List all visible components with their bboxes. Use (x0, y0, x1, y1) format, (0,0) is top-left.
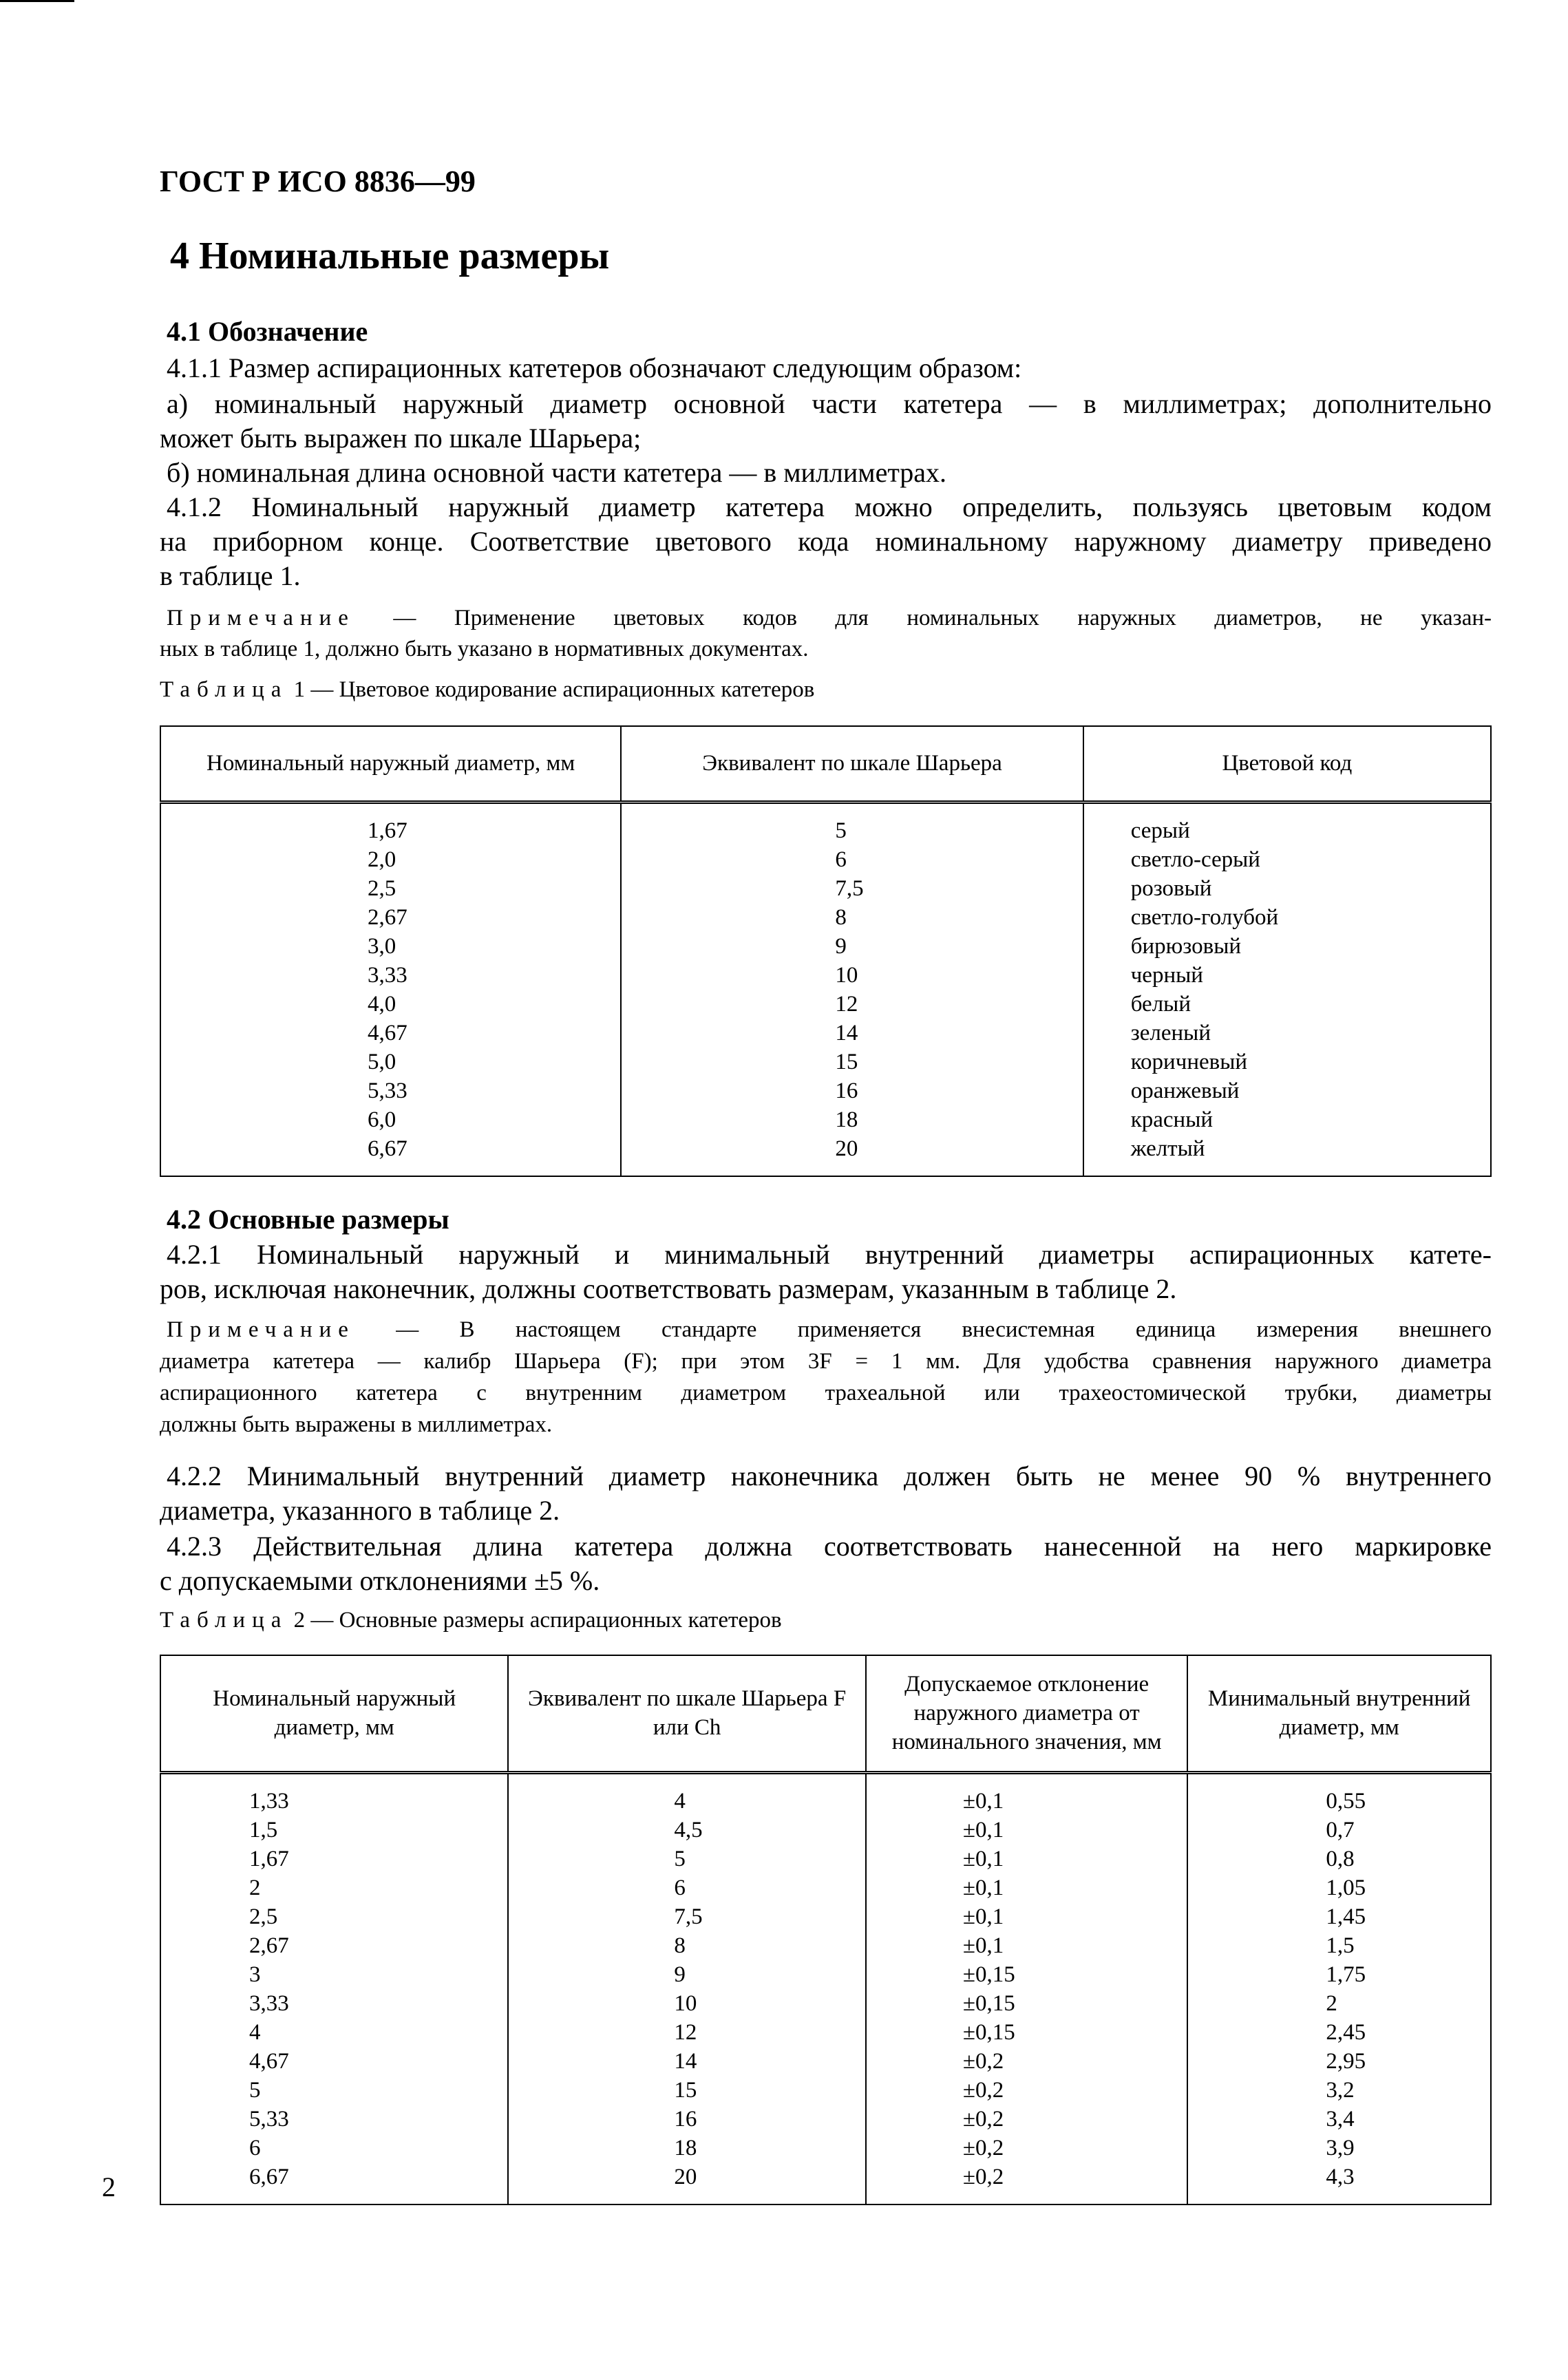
table-cell: зеленый (1083, 1019, 1491, 1048)
table-row (160, 2134, 1491, 2163)
table-cell: 2,5 (160, 1902, 508, 1931)
table-cell: ±0,1 (866, 1772, 1187, 1816)
table-1-header-cell: Эквивалент по шкале Шарьера (621, 726, 1083, 802)
table-cell: 4,5 (508, 1816, 866, 1845)
table-cell: 2,67 (160, 903, 621, 932)
paragraph-4-1-2-line1: 4.1.2 Номинальный наружный диаметр катетера можно определить, пользуясь цветовым кодом (167, 491, 1492, 522)
table-row (160, 1105, 1491, 1134)
table-cell: черный (1083, 961, 1491, 990)
table-row (160, 2163, 1491, 2204)
table-cell: 1,75 (1187, 1960, 1491, 1989)
table-row (160, 1048, 1491, 1076)
table-row (160, 1772, 1491, 1816)
table-cell: 8 (621, 903, 1083, 932)
note-2-line4: должны быть выражены в миллиметрах. (160, 1412, 553, 1437)
table-cell: 5,0 (160, 1048, 621, 1076)
table-cell: ±0,2 (866, 2105, 1187, 2134)
table-cell: 4,0 (160, 990, 621, 1019)
table-cell: 14 (508, 2047, 866, 2076)
table-cell: 3 (160, 1960, 508, 1989)
table-2-header-row (160, 1655, 1491, 1772)
table-cell: 2,45 (1187, 2018, 1491, 2047)
table-cell: 3,2 (1187, 2076, 1491, 2105)
table-cell: 6,67 (160, 2163, 508, 2204)
paragraph-4-2-3-line2: с допускаемыми отклонениями ±5 %. (160, 1565, 600, 1596)
table-cell: ±0,15 (866, 2018, 1187, 2047)
table-cell: 6,0 (160, 1105, 621, 1134)
table-row (160, 1076, 1491, 1105)
paragraph-4-1-2-line2: на приборном конце. Соответствие цветового кода номинальному наружному диаметру приведено (160, 526, 1492, 557)
table-cell: ±0,1 (866, 1816, 1187, 1845)
page-number: 2 (102, 2171, 116, 2202)
table-cell: 10 (508, 1989, 866, 2018)
table-1 (160, 725, 1492, 1177)
table-cell: коричневый (1083, 1048, 1491, 1076)
table-cell: оранжевый (1083, 1076, 1491, 1105)
table-2-header-cell: Минимальный внутренний диаметр, мм (1187, 1655, 1491, 1772)
table-cell: 7,5 (621, 874, 1083, 903)
table-cell: бирюзовый (1083, 932, 1491, 961)
table-cell: 16 (508, 2105, 866, 2134)
table-2 (160, 1655, 1492, 2205)
table-cell: серый (1083, 802, 1491, 845)
table-cell: 7,5 (508, 1902, 866, 1931)
table-1-label: Таблица (160, 677, 288, 702)
table-cell: ±0,2 (866, 2134, 1187, 2163)
table-row (160, 2047, 1491, 2076)
table-cell: 5 (160, 2076, 508, 2105)
table-2-header-cell: Допускаемое отклонение наружного диаметра от номинального значения, мм (866, 1655, 1187, 1772)
table-row (160, 903, 1491, 932)
note-label: Примечание (167, 1317, 355, 1342)
table-cell: 12 (621, 990, 1083, 1019)
table-cell: 4 (508, 1772, 866, 1816)
table-cell: ±0,2 (866, 2047, 1187, 2076)
table-cell: 9 (508, 1960, 866, 1989)
table-2-header-cell: Номинальный наружный диаметр, мм (160, 1655, 508, 1772)
table-cell: 6 (508, 1873, 866, 1902)
table-row (160, 1134, 1491, 1176)
table-cell: ±0,1 (866, 1931, 1187, 1960)
table-cell: 1,05 (1187, 1873, 1491, 1902)
table-row (160, 1845, 1491, 1873)
paragraph-4-2-2-line1: 4.2.2 Минимальный внутренний диаметр наконечника должен быть не менее 90 % внутреннего (167, 1460, 1492, 1491)
table-cell: 10 (621, 961, 1083, 990)
table-cell: 2 (1187, 1989, 1491, 2018)
table-cell: 0,8 (1187, 1845, 1491, 1873)
table-cell: розовый (1083, 874, 1491, 903)
table-cell: 0,55 (1187, 1772, 1491, 1816)
table-2-caption (160, 1608, 782, 1633)
table-cell: 2,5 (160, 874, 621, 903)
table-cell: ±0,1 (866, 1873, 1187, 1902)
table-row (160, 845, 1491, 874)
table-cell: 0,7 (1187, 1816, 1491, 1845)
paragraph-4-2-1-line2: ров, исключая наконечник, должны соответствовать размерам, указанным в таблице 2. (160, 1273, 1177, 1304)
table-row (160, 1816, 1491, 1845)
table-2-label: Таблица (160, 1608, 288, 1633)
table-cell: светло-голубой (1083, 903, 1491, 932)
table-1-header-cell: Номинальный наружный диаметр, мм (160, 726, 621, 802)
table-row (160, 1960, 1491, 1989)
paragraph-a-line1: а) номинальный наружный диаметр основной части катетера — в миллиметрах; дополнительно (167, 388, 1492, 419)
table-cell: 2,67 (160, 1931, 508, 1960)
table-cell: 18 (508, 2134, 866, 2163)
section-4-1-title: 4.1 Обозначение (167, 316, 368, 347)
paragraph-4-2-2-line2: диаметра, указанного в таблице 2. (160, 1495, 560, 1526)
section-4-title: 4 Номинальные размеры (170, 235, 610, 277)
table-cell: 2,95 (1187, 2047, 1491, 2076)
table-cell: 18 (621, 1105, 1083, 1134)
table-cell: 3,9 (1187, 2134, 1491, 2163)
table-cell: 3,4 (1187, 2105, 1491, 2134)
note-1-line1 (167, 603, 1492, 634)
table-cell: 1,5 (1187, 1931, 1491, 1960)
table-cell: 15 (621, 1048, 1083, 1076)
table-cell: 4,3 (1187, 2163, 1491, 2204)
table-cell: белый (1083, 990, 1491, 1019)
note-2-line1 (167, 1315, 1492, 1346)
table-cell: 3,33 (160, 1989, 508, 2018)
table-row (160, 932, 1491, 961)
note-label: Примечание (167, 606, 355, 630)
note-1-line2: ных в таблице 1, должно быть указано в нормативных документах. (160, 637, 809, 661)
top-rule (0, 0, 74, 2)
paragraph-4-1-2-line3: в таблице 1. (160, 560, 301, 591)
table-cell: 5 (621, 802, 1083, 845)
table-row (160, 802, 1491, 845)
table-row (160, 2076, 1491, 2105)
table-cell: 15 (508, 2076, 866, 2105)
table-row (160, 2018, 1491, 2047)
paragraph-4-2-3-line1: 4.2.3 Действительная длина катетера должна соответствовать нанесенной на него маркировке (167, 1531, 1492, 1562)
table-row (160, 874, 1491, 903)
table-1-header-cell: Цветовой код (1083, 726, 1491, 802)
table-cell: 8 (508, 1931, 866, 1960)
table-cell: ±0,1 (866, 1902, 1187, 1931)
table-row (160, 2105, 1491, 2134)
table-cell: красный (1083, 1105, 1491, 1134)
table-2-title: 2 — Основные размеры аспирационных катетеров (288, 1608, 782, 1633)
table-cell: светло-серый (1083, 845, 1491, 874)
table-cell: ±0,2 (866, 2076, 1187, 2105)
table-cell: 1,67 (160, 1845, 508, 1873)
table-cell: 1,33 (160, 1772, 508, 1816)
table-cell: 4,67 (160, 1019, 621, 1048)
table-cell: 5,33 (160, 1076, 621, 1105)
table-cell: желтый (1083, 1134, 1491, 1176)
note-2-line3: аспирационного катетера с внутренним диаметром трахеальной или трахеостомической трубки, диаметры (160, 1381, 1492, 1405)
note-text: — Применение цветовых кодов для номинальных наружных диаметров, не указан- (354, 606, 1492, 630)
table-cell: 1,45 (1187, 1902, 1491, 1931)
table-cell: 16 (621, 1076, 1083, 1105)
table-cell: 2 (160, 1873, 508, 1902)
table-cell: 5 (508, 1845, 866, 1873)
table-cell: 6,67 (160, 1134, 621, 1176)
table-1-header-row (160, 726, 1491, 802)
paragraph-4-2-1-line1: 4.2.1 Номинальный наружный и минимальный внутренний диаметры аспирационных катете- (167, 1239, 1492, 1270)
table-cell: 1,5 (160, 1816, 508, 1845)
table-cell: 6 (160, 2134, 508, 2163)
table-row (160, 1902, 1491, 1931)
table-cell: 3,33 (160, 961, 621, 990)
table-cell: 14 (621, 1019, 1083, 1048)
table-cell: 1,67 (160, 802, 621, 845)
table-row (160, 990, 1491, 1019)
note-2-line2: диаметра катетера — калибр Шарьера (F); при этом 3F = 1 мм. Для удобства сравнения наружного диаметра (160, 1349, 1492, 1374)
table-cell: 12 (508, 2018, 866, 2047)
table-cell: 4 (160, 2018, 508, 2047)
note-text: — В настоящем стандарте применяется внесистемная единица измерения внешнего (354, 1317, 1492, 1342)
table-cell: ±0,15 (866, 1960, 1187, 1989)
table-cell: ±0,15 (866, 1989, 1187, 2018)
table-cell: 9 (621, 932, 1083, 961)
table-cell: 2,0 (160, 845, 621, 874)
document-id: ГОСТ Р ИСО 8836—99 (160, 164, 476, 198)
paragraph-a-line2: может быть выражен по шкале Шарьера; (160, 423, 642, 454)
table-1-title: 1 — Цветовое кодирование аспирационных катетеров (288, 677, 815, 702)
table-1-caption (160, 677, 814, 703)
table-cell: 20 (621, 1134, 1083, 1176)
table-cell: 4,67 (160, 2047, 508, 2076)
table-cell: 6 (621, 845, 1083, 874)
paragraph-4-1-1: 4.1.1 Размер аспирационных катетеров обозначают следующим образом: (167, 352, 1022, 383)
table-cell: ±0,2 (866, 2163, 1187, 2204)
table-row (160, 1873, 1491, 1902)
paragraph-b: б) номинальная длина основной части катетера — в миллиметрах. (167, 457, 947, 488)
table-row (160, 1931, 1491, 1960)
table-cell: 3,0 (160, 932, 621, 961)
section-4-2-title: 4.2 Основные размеры (167, 1204, 449, 1235)
table-row (160, 1019, 1491, 1048)
table-cell: ±0,1 (866, 1845, 1187, 1873)
table-row (160, 1989, 1491, 2018)
table-2-header-cell: Эквивалент по шкале Шарьера F или Ch (508, 1655, 866, 1772)
table-cell: 20 (508, 2163, 866, 2204)
table-row (160, 961, 1491, 990)
table-cell: 5,33 (160, 2105, 508, 2134)
